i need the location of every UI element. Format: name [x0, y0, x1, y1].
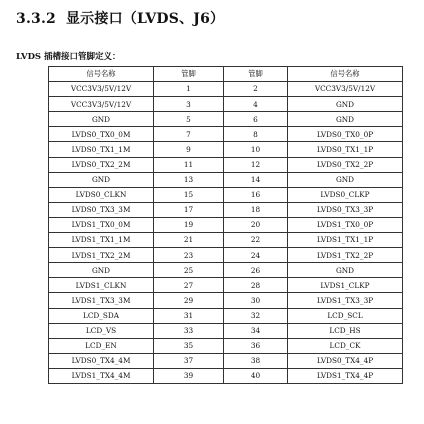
table-row	[49, 142, 403, 157]
pin-left-cell: 23	[154, 248, 224, 263]
pin-right-cell: 28	[224, 278, 288, 293]
table-body	[49, 82, 403, 384]
pin-left-cell: 15	[154, 187, 224, 202]
signal-name-left-cell: LCD_VS	[49, 323, 154, 338]
pin-left-cell: 37	[154, 353, 224, 368]
header-pin-right: 管脚	[224, 67, 288, 82]
signal-name-left-cell: GND	[49, 263, 154, 278]
table-row	[49, 82, 403, 97]
pin-right-cell: 30	[224, 293, 288, 308]
pin-left-cell: 9	[154, 142, 224, 157]
pin-left-cell: 25	[154, 263, 224, 278]
pin-left-cell: 29	[154, 293, 224, 308]
signal-name-right-cell: LVDS0_TX1_1P	[288, 142, 403, 157]
table-row	[49, 172, 403, 187]
header-pin-left: 管脚	[154, 67, 224, 82]
signal-name-right-cell: LCD_HS	[288, 323, 403, 338]
signal-name-right-cell: LVDS0_TX0_0P	[288, 127, 403, 142]
table-row	[49, 308, 403, 323]
table-row	[49, 368, 403, 383]
pin-left-cell: 3	[154, 97, 224, 112]
pin-left-cell: 31	[154, 308, 224, 323]
signal-name-left-cell: LVDS0_TX4_4M	[49, 353, 154, 368]
pin-left-cell: 1	[154, 82, 224, 97]
pin-right-cell: 6	[224, 112, 288, 127]
table-row	[49, 233, 403, 248]
table-header-row	[49, 67, 403, 82]
signal-name-left-cell: GND	[49, 172, 154, 187]
pin-right-cell: 8	[224, 127, 288, 142]
signal-name-left-cell: LCD_EN	[49, 338, 154, 353]
pin-left-cell: 7	[154, 127, 224, 142]
header-signal-name-right: 信号名称	[288, 67, 403, 82]
table-row	[49, 338, 403, 353]
pin-left-cell: 19	[154, 217, 224, 232]
signal-name-right-cell: LVDS0_TX2_2P	[288, 157, 403, 172]
section-number: 3.3.2	[16, 11, 56, 27]
signal-name-left-cell: LVDS1_TX3_3M	[49, 293, 154, 308]
table-caption: LVDS 插槽接口管脚定义：	[16, 52, 121, 62]
signal-name-right-cell: LVDS1_TX1_1P	[288, 233, 403, 248]
pin-right-cell: 2	[224, 82, 288, 97]
signal-name-left-cell: LVDS1_TX0_0M	[49, 217, 154, 232]
pin-right-cell: 22	[224, 233, 288, 248]
table-row	[49, 323, 403, 338]
table-row	[49, 263, 403, 278]
pin-right-cell: 34	[224, 323, 288, 338]
pin-left-cell: 17	[154, 202, 224, 217]
table-row	[49, 217, 403, 232]
signal-name-right-cell: VCC3V3/5V/12V	[288, 82, 403, 97]
signal-name-left-cell: LVDS0_TX0_0M	[49, 127, 154, 142]
pin-left-cell: 33	[154, 323, 224, 338]
signal-name-right-cell: GND	[288, 112, 403, 127]
signal-name-left-cell: LVDS1_CLKN	[49, 278, 154, 293]
pin-left-cell: 21	[154, 233, 224, 248]
pin-left-cell: 13	[154, 172, 224, 187]
signal-name-left-cell: LVDS0_CLKN	[49, 187, 154, 202]
table-row	[49, 202, 403, 217]
pin-definition-table	[48, 66, 403, 384]
signal-name-left-cell: LVDS0_TX2_2M	[49, 157, 154, 172]
pin-left-cell: 39	[154, 368, 224, 383]
signal-name-left-cell: LVDS0_TX3_3M	[49, 202, 154, 217]
signal-name-right-cell: LVDS1_TX0_0P	[288, 217, 403, 232]
pin-left-cell: 11	[154, 157, 224, 172]
pin-right-cell: 26	[224, 263, 288, 278]
signal-name-left-cell: GND	[49, 112, 154, 127]
signal-name-right-cell: LVDS0_TX3_3P	[288, 202, 403, 217]
pin-right-cell: 20	[224, 217, 288, 232]
signal-name-left-cell: LVDS1_TX2_2M	[49, 248, 154, 263]
table-row	[49, 97, 403, 112]
table-row	[49, 112, 403, 127]
pin-right-cell: 36	[224, 338, 288, 353]
pin-right-cell: 38	[224, 353, 288, 368]
table-row	[49, 278, 403, 293]
pin-right-cell: 16	[224, 187, 288, 202]
signal-name-left-cell: VCC3V3/5V/12V	[49, 82, 154, 97]
pin-right-cell: 14	[224, 172, 288, 187]
pin-right-cell: 18	[224, 202, 288, 217]
signal-name-right-cell: LCD_CK	[288, 338, 403, 353]
table-row	[49, 157, 403, 172]
pin-right-cell: 24	[224, 248, 288, 263]
pin-right-cell: 12	[224, 157, 288, 172]
signal-name-right-cell: LVDS1_TX2_2P	[288, 248, 403, 263]
signal-name-right-cell: GND	[288, 172, 403, 187]
pin-left-cell: 35	[154, 338, 224, 353]
signal-name-right-cell: LVDS0_CLKP	[288, 187, 403, 202]
pin-right-cell: 32	[224, 308, 288, 323]
signal-name-right-cell: LCD_SCL	[288, 308, 403, 323]
signal-name-right-cell: LVDS1_CLKP	[288, 278, 403, 293]
table-row	[49, 127, 403, 142]
table-row	[49, 353, 403, 368]
signal-name-right-cell: LVDS1_TX3_3P	[288, 293, 403, 308]
pin-right-cell: 10	[224, 142, 288, 157]
header-signal-name-left: 信号名称	[49, 67, 154, 82]
pin-left-cell: 27	[154, 278, 224, 293]
pin-right-cell: 4	[224, 97, 288, 112]
table-row	[49, 248, 403, 263]
signal-name-right-cell: GND	[288, 263, 403, 278]
table-row	[49, 293, 403, 308]
signal-name-right-cell: LVDS1_TX4_4P	[288, 368, 403, 383]
signal-name-left-cell: LVDS1_TX4_4M	[49, 368, 154, 383]
signal-name-left-cell: LVDS0_TX1_1M	[49, 142, 154, 157]
signal-name-right-cell: GND	[288, 97, 403, 112]
signal-name-right-cell: LVDS0_TX4_4P	[288, 353, 403, 368]
section-heading	[16, 8, 224, 28]
signal-name-left-cell: VCC3V3/5V/12V	[49, 97, 154, 112]
signal-name-left-cell: LCD_SDA	[49, 308, 154, 323]
section-title: 显示接口（LVDS、J6）	[65, 11, 225, 27]
pin-left-cell: 5	[154, 112, 224, 127]
signal-name-left-cell: LVDS1_TX1_1M	[49, 233, 154, 248]
table-row	[49, 187, 403, 202]
pin-right-cell: 40	[224, 368, 288, 383]
